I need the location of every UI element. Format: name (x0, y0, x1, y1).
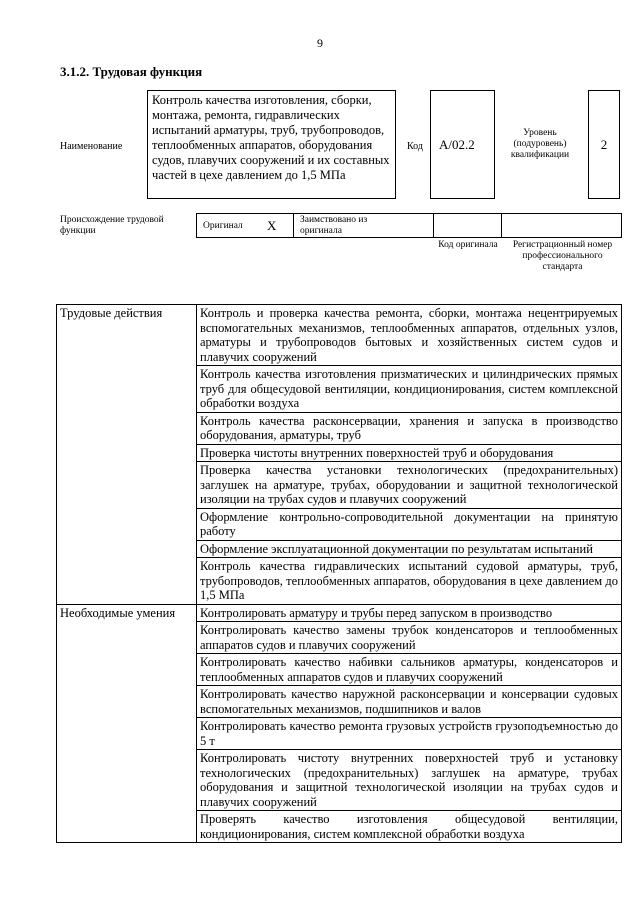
list-item: Проверка качества установки технологических (предохранительных) заглушек на арматуре, трубах, оборудовании и защитной технологической изоляции на трубах судов и плавучих сооружений (197, 462, 622, 509)
list-item: Контролировать чистоту внутренних поверхностей труб и установку технологических (предохранительных) заглушек на арматуре, трубах оборудования и защитной технологической изоляции на трубах судов и плавучих сооружений (197, 750, 622, 811)
origin-borrowed-cell (293, 213, 434, 238)
name-value: Контроль качества изготовления, сборки, монтажа, ремонта, гидравлических испытаний арматуры, труб, трубопроводов, теплообменных аппаратов, оборудования судов, плавучих сооружений и их составных частей в цехе давлением до 1,5 МПа (147, 90, 396, 199)
table-row (57, 604, 622, 622)
list-item: Контролировать качество наружной расконсервации и консервации судовых вспомогательных механизмов, подшипников и валов (197, 686, 622, 718)
section-title: 3.1.2. Трудовая функция (60, 64, 203, 79)
origin-original-cell (196, 213, 294, 238)
list-item: Контроль качества гидравлических испытаний судовой арматуры, труб, трубопроводов, теплообменных аппаратов, оборудования в цехе давлением до 1,5 МПа (197, 558, 622, 605)
origin-code-cell (433, 213, 502, 238)
code-value: А/02.2 (430, 90, 495, 199)
list-item: Контролировать арматуру и трубы перед запуском в производство (197, 604, 622, 622)
list-item: Оформление контрольно-сопроводительной документации на принятую работу (197, 508, 622, 540)
page-number: 9 (317, 36, 323, 50)
list-item: Контроль качества расконсервации, хранения и запуска в производство оборудования, арматуры, труб (197, 412, 622, 444)
labor-function-table (56, 304, 622, 843)
level-label: Уровень (подуровень) квалификации (510, 128, 570, 160)
list-item: Проверка чистоты внутренних поверхностей труб и оборудования (197, 444, 622, 462)
list-item: Контролировать качество набивки сальников арматуры, конденсаторов и теплообменных аппаратов судов и плавучих сооружений (197, 654, 622, 686)
code-original-label: Код оригинала (438, 240, 498, 250)
list-item: Контролировать качество замены трубок конденсаторов и теплообменных аппаратов судов и плавучих сооружений (197, 622, 622, 654)
list-item: Контролировать качество ремонта грузовых устройств грузоподъемностью до 5 т (197, 718, 622, 750)
reg-number-label: Регистрационный номер профессионального стандарта (512, 240, 613, 272)
list-item: Оформление эксплуатационной документации по результатам испытаний (197, 540, 622, 558)
original-mark: Х (267, 218, 277, 233)
required-skills-label: Необходимые умения (57, 604, 197, 843)
list-item: Проверять качество изготовления общесудовой вентиляции, кондиционирования, систем комплексной обработки воздуха (197, 811, 622, 843)
code-label: Код (407, 141, 423, 152)
list-item: Контроль качества изготовления призматических и цилиндрических прямых труб для общесудовой вентиляции, кондиционирования, систем комплексной обработки воздуха (197, 366, 622, 413)
labor-actions-label: Трудовые действия (57, 305, 197, 605)
borrowed-label: Заимствовано из оригинала (300, 215, 368, 236)
level-value: 2 (588, 90, 620, 199)
table-row (57, 305, 622, 366)
original-label: Оригинал (203, 221, 243, 231)
origin-reg-cell (501, 213, 622, 238)
origin-label: Происхождение трудовой функции (60, 215, 164, 236)
name-label: Наименование (60, 141, 123, 152)
list-item: Контроль и проверка качества ремонта, сборки, монтажа нецентрируемых вспомогательных механизмов, теплообменных аппаратов, отдельных узлов, арматуры и трубопроводов бытовых и хозяйственных систем судов и плавучих сооружений (197, 305, 622, 366)
